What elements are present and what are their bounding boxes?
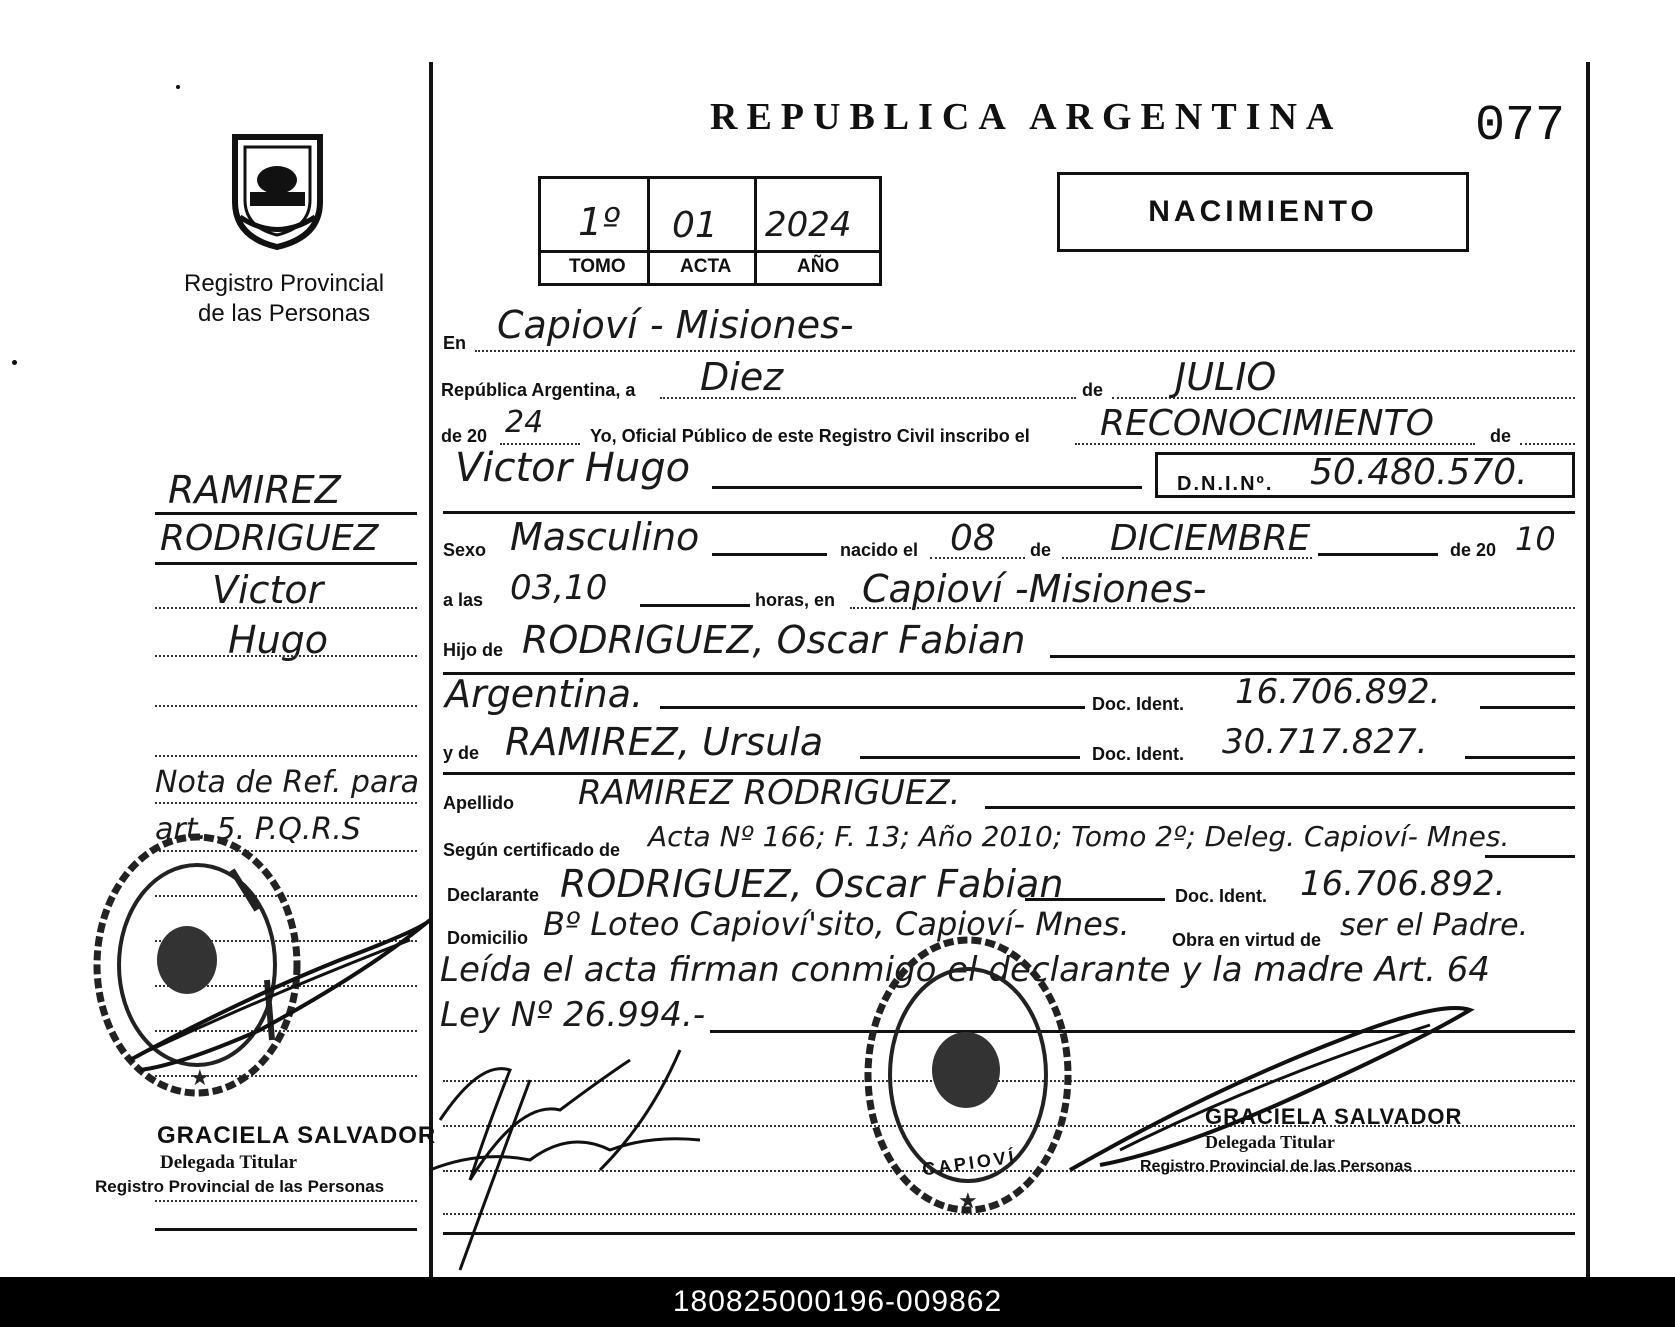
birth-time: 03,10 (510, 568, 608, 608)
acta-value: 01 (672, 205, 718, 246)
yde-label: y de (443, 743, 480, 763)
alas-label: a las (443, 590, 484, 610)
domicilio-label: Domicilio (447, 928, 529, 948)
segun-label: Según certificado de (443, 840, 621, 860)
seal-bottom-text: CAPIOVÍ (921, 1146, 1018, 1180)
segun-line (1485, 855, 1575, 858)
margin-rule-1 (155, 512, 417, 515)
domicilio-value: Bº Loteo Capioví'sito, Capioví- Mnes. (543, 905, 1130, 943)
margin-dots-1 (155, 607, 417, 609)
declarante-doc: 16.706.892. (1300, 864, 1506, 904)
docident-label-2: Doc. Ident. (1092, 744, 1185, 764)
ano-value: 2024 (765, 205, 852, 245)
horas-label: horas, en (755, 590, 836, 610)
segun-value: Acta Nº 166; F. 13; Año 2010; Tomo 2º; Deleg. Capioví- Mnes. (648, 820, 1510, 853)
svg-text:★: ★ (190, 1066, 210, 1091)
misiones-seal-icon (220, 122, 335, 252)
de-label: de (1082, 380, 1104, 400)
de20-label: de 20 (441, 426, 488, 446)
sexo-value: Masculino (510, 515, 700, 559)
margin-dots-5 (155, 802, 417, 804)
docident-label-1: Doc. Ident. (1092, 694, 1185, 714)
declarante-label: Declarante (447, 885, 540, 905)
birth-month: DICIEMBRE (1110, 518, 1311, 559)
mother-name: RAMIREZ, Ursula (505, 720, 824, 764)
name-line (712, 486, 1142, 489)
obra-label: Obra en virtud de (1172, 930, 1322, 950)
birth-year: 10 (1515, 520, 1556, 558)
footer-bar (0, 1277, 1675, 1327)
registry-line-2: de las Personas (198, 300, 371, 327)
mother-doc-line (1465, 756, 1575, 759)
en-value: Capioví - Misiones- (497, 303, 854, 347)
apellido-label: Apellido (443, 793, 514, 813)
obra-value: ser el Padre. (1340, 908, 1529, 943)
barcode-text: 180825000196-009862 (672, 1285, 1003, 1318)
left-official-title: Delegada Titular (160, 1152, 298, 1173)
margin-surname-2: RODRIGUEZ (160, 518, 379, 559)
margin-name-1: Victor (212, 568, 324, 612)
declarante-line (1025, 898, 1165, 901)
declarant-signatures (400, 1040, 740, 1280)
country-title: REPUBLICA ARGENTINA (710, 96, 1343, 138)
margin-note-2: art. 5. P.Q.R.S (155, 812, 361, 847)
declarante-value: RODRIGUEZ, Oscar Fabian (560, 862, 1064, 906)
father-nat: Argentina. (445, 672, 644, 716)
time-line (640, 604, 750, 607)
father-doc-line (1480, 706, 1575, 709)
margin-dots-2 (155, 655, 417, 657)
stray-dot (12, 360, 17, 365)
month-value: JULIO (1175, 355, 1277, 399)
father-name: RODRIGUEZ, Oscar Fabian (522, 618, 1026, 662)
closing-line-1: Leída el acta firman conmigo el declarante y la madre Art. 64 (440, 950, 1491, 990)
margin-rule-bottom (155, 1228, 417, 1231)
oficial-label: Yo, Oficial Público de este Registro Civil inscribo el (590, 426, 1030, 446)
page-number: 077 (1475, 98, 1566, 155)
de20b-label: de 20 (1450, 540, 1497, 560)
registry-line-1: Registro Provincial (184, 270, 385, 297)
right-border (1586, 62, 1590, 1277)
republica-label: República Argentina, a (441, 380, 636, 400)
margin-name-2: Hugo (228, 618, 329, 662)
left-official-org: Registro Provincial de las Personas (95, 1177, 385, 1196)
nacido-label: nacido el (840, 540, 919, 560)
ano-label: AÑO (797, 256, 840, 277)
sexo-line (712, 553, 827, 556)
birth-place: Capioví -Misiones- (862, 567, 1207, 611)
en-line (475, 350, 1575, 352)
doc-type: NACIMIENTO (1148, 195, 1378, 228)
birth-month-solid (1318, 553, 1438, 556)
margin-rule-2 (155, 562, 417, 565)
apellido-value: RAMIREZ RODRIGUEZ. (578, 773, 961, 813)
mother-doc: 30.717.827. (1222, 722, 1428, 762)
acta-label: ACTA (680, 256, 732, 277)
dni-label: D.N.I.Nº. (1177, 473, 1274, 495)
margin-surname-1: RAMIREZ (168, 468, 341, 512)
doc-type-box (1057, 172, 1469, 252)
act-value: RECONOCIMIENTO (1100, 403, 1434, 444)
center-official-seal (858, 930, 1078, 1220)
margin-dots-4 (155, 755, 417, 757)
right-official-name: GRACIELA SALVADOR (1205, 1104, 1463, 1129)
day-value: Diez (700, 355, 784, 399)
right-official-title: Delegada Titular (1205, 1132, 1335, 1152)
hijo-label: Hijo de (443, 640, 504, 660)
de2-label: de (1490, 426, 1512, 446)
de2-line (1520, 443, 1575, 445)
tomo-label: TOMO (569, 256, 626, 277)
father-doc: 16.706.892. (1235, 672, 1441, 712)
left-official-name: GRACIELA SALVADOR (157, 1122, 437, 1149)
section-rule-1 (443, 511, 1575, 514)
year-value: 24 (505, 405, 544, 440)
svg-text:★: ★ (958, 1189, 978, 1214)
mother-line (860, 756, 1080, 759)
en-label: En (443, 333, 467, 353)
father-line (1050, 655, 1575, 658)
nat-line (660, 706, 1085, 709)
de3-label: de (1030, 540, 1052, 560)
closing-line-2: Ley Nº 26.994.- (440, 995, 706, 1035)
margin-dots-3 (155, 705, 417, 707)
docident-label-3: Doc. Ident. (1175, 886, 1268, 906)
right-official-org: Registro Provincial de las Personas (1140, 1158, 1413, 1175)
stray-dot (176, 85, 180, 89)
apellido-line (985, 806, 1575, 809)
tomo-value: 1º (578, 200, 621, 244)
margin-note-1: Nota de Ref. para (155, 765, 420, 800)
margin-dots-12 (155, 1200, 417, 1202)
dni-value: 50.480.570. (1310, 452, 1528, 493)
name-value: Victor Hugo (455, 445, 691, 491)
sexo-label: Sexo (443, 540, 487, 560)
box-divider (538, 250, 882, 253)
birth-day: 08 (950, 518, 996, 559)
